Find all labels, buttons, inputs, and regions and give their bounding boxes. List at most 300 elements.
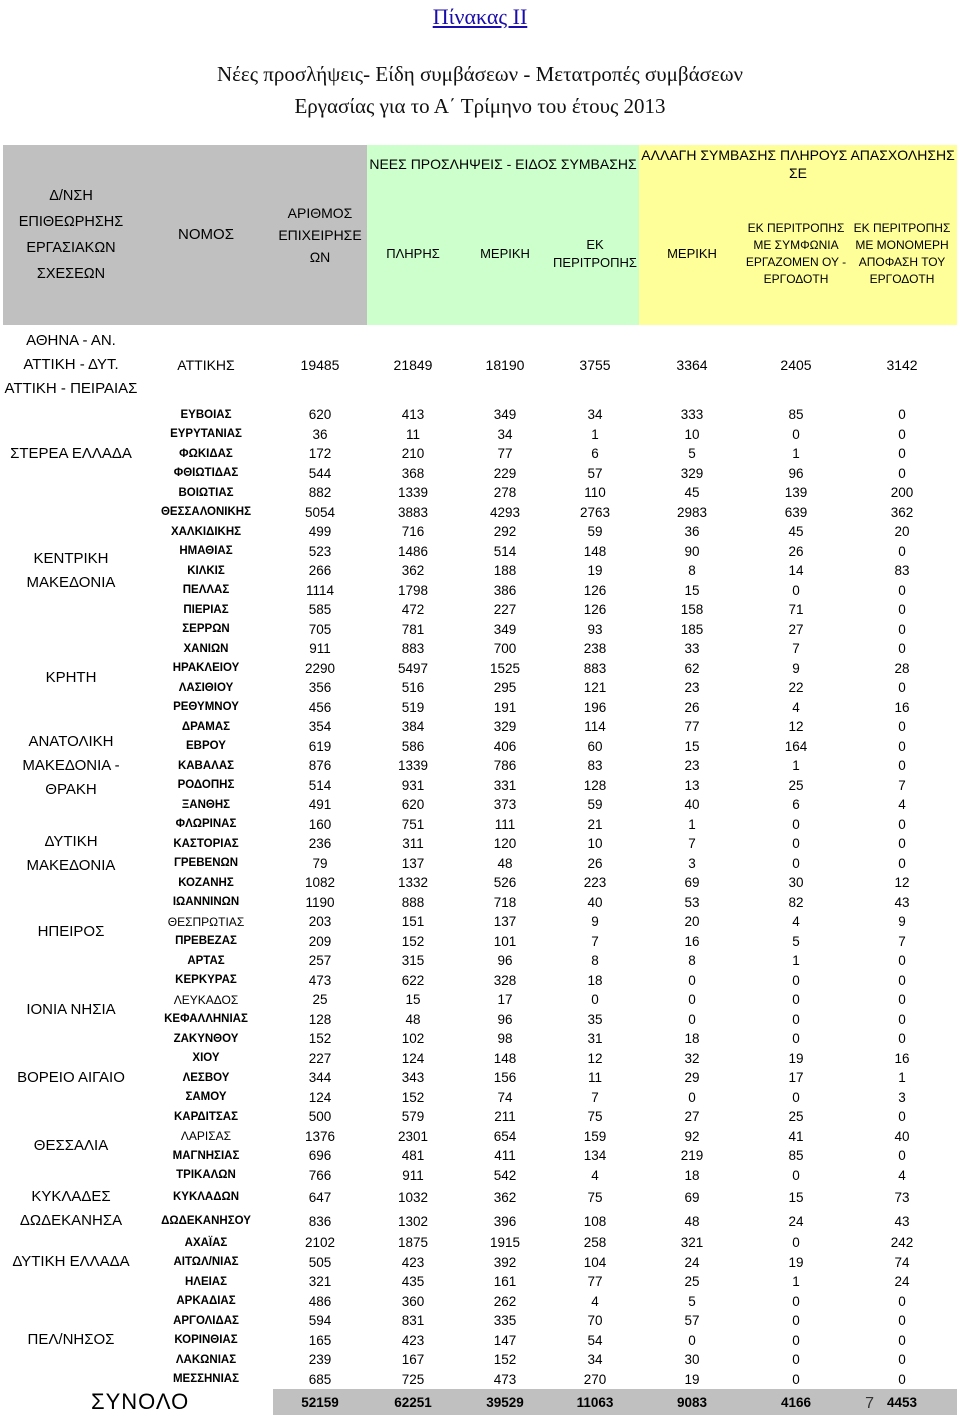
full-cell: 1339 bbox=[397, 485, 429, 501]
rotation-cell: 11 bbox=[587, 1070, 602, 1086]
change-rotation-unilateral-cell: 0 bbox=[898, 1293, 906, 1309]
partial-cell: 386 bbox=[493, 582, 517, 598]
nomos-cell: ΙΩΑΝΝΙΝΩΝ bbox=[172, 896, 240, 909]
table-row bbox=[3, 834, 957, 854]
table-row bbox=[3, 639, 957, 659]
table-row bbox=[3, 464, 957, 484]
partial-cell: 718 bbox=[493, 894, 517, 910]
businesses-cell: 321 bbox=[308, 1274, 332, 1290]
change-partial-cell: 329 bbox=[680, 465, 704, 481]
change-rotation-unilateral-cell: 0 bbox=[898, 621, 906, 637]
table-row bbox=[3, 1272, 957, 1292]
partial-cell: 98 bbox=[497, 1031, 513, 1047]
nomos-cell: ΔΩΔΕΚΑΝΗΣΟΥ bbox=[161, 1215, 251, 1227]
table-row bbox=[3, 1049, 957, 1069]
partial-cell: 188 bbox=[493, 563, 517, 579]
table-row bbox=[3, 1010, 957, 1030]
header-change-rotation-unilateral: ΕΚ ΠΕΡΙΤΡΟΠΗΣ ΜΕ ΜΟΝΟΜΕΡΗ ΑΠΟΦΑΣΗ ΤΟΥ ΕΡΓΟΔΟΤΗ bbox=[847, 183, 957, 325]
rotation-cell: 35 bbox=[587, 1011, 603, 1027]
rotation-cell: 1 bbox=[591, 426, 599, 442]
rotation-cell: 77 bbox=[587, 1274, 603, 1290]
full-cell: 781 bbox=[401, 621, 425, 637]
rotation-cell: 34 bbox=[587, 1352, 603, 1368]
change-rotation-unilateral-cell: 0 bbox=[898, 738, 906, 754]
businesses-cell: 236 bbox=[308, 836, 332, 852]
partial-cell: 262 bbox=[493, 1293, 517, 1309]
change-rotation-agreement-cell: 19 bbox=[788, 1254, 804, 1270]
change-partial-cell: 2983 bbox=[676, 504, 708, 520]
header-region: Δ/ΝΣΗ ΕΠΙΘΕΩΡΗΣΗΣ ΕΡΓΑΣΙΑΚΩΝ ΣΧΕΣΕΩΝ bbox=[3, 145, 139, 325]
change-partial-cell: 0 bbox=[688, 1011, 696, 1027]
change-partial-cell: 13 bbox=[684, 777, 700, 793]
full-cell: 368 bbox=[401, 465, 425, 481]
table-row bbox=[3, 1185, 957, 1209]
full-cell: 1302 bbox=[397, 1213, 429, 1229]
table-row bbox=[3, 405, 957, 425]
table-row bbox=[3, 1311, 957, 1331]
partial-cell: 18190 bbox=[485, 357, 525, 373]
table-row bbox=[3, 1088, 957, 1108]
rotation-cell: 104 bbox=[583, 1254, 607, 1270]
change-partial-cell: 333 bbox=[680, 407, 704, 423]
partial-cell: 335 bbox=[493, 1313, 517, 1329]
full-cell: 725 bbox=[401, 1371, 425, 1387]
businesses-cell: 705 bbox=[308, 621, 332, 637]
change-rotation-unilateral-cell: 200 bbox=[890, 485, 914, 501]
nomos-cell: ΚΑΡΔΙΤΣΑΣ bbox=[173, 1110, 239, 1123]
total-change-rotation-unilateral-cell: 4453 bbox=[847, 1389, 957, 1415]
nomos-cell: ΗΡΑΚΛΕΙΟΥ bbox=[172, 662, 240, 675]
businesses-cell: 836 bbox=[308, 1213, 332, 1229]
change-partial-cell: 15 bbox=[684, 582, 700, 598]
businesses-cell: 456 bbox=[308, 699, 332, 715]
businesses-cell: 152 bbox=[308, 1031, 332, 1047]
full-cell: 516 bbox=[401, 680, 425, 696]
change-rotation-agreement-cell: 4 bbox=[792, 699, 800, 715]
table-row bbox=[3, 698, 957, 718]
nomos-cell: ΚΕΦΑΛΛΗΝΙΑΣ bbox=[164, 1013, 248, 1026]
change-rotation-unilateral-cell: 0 bbox=[898, 953, 906, 969]
change-partial-cell: 8 bbox=[688, 953, 696, 969]
full-cell: 343 bbox=[401, 1070, 425, 1086]
partial-cell: 120 bbox=[493, 836, 517, 852]
change-rotation-agreement-cell: 26 bbox=[788, 543, 804, 559]
rotation-cell: 75 bbox=[587, 1109, 603, 1125]
nomos-cell: ΠΡΕΒΕΖΑΣ bbox=[175, 935, 237, 948]
change-rotation-agreement-cell: 27 bbox=[788, 621, 804, 637]
full-cell: 124 bbox=[401, 1050, 425, 1066]
change-partial-cell: 5 bbox=[688, 446, 696, 462]
rotation-cell: 8 bbox=[591, 953, 599, 969]
partial-cell: 191 bbox=[493, 699, 517, 715]
rotation-cell: 258 bbox=[583, 1235, 607, 1251]
table-row bbox=[3, 951, 957, 971]
nomos-cell: ΗΛΕΙΑΣ bbox=[184, 1275, 228, 1288]
partial-cell: 77 bbox=[497, 446, 513, 462]
table-row bbox=[3, 1233, 957, 1253]
change-rotation-unilateral-cell: 0 bbox=[898, 543, 906, 559]
full-cell: 413 bbox=[401, 407, 425, 423]
change-rotation-agreement-cell: 45 bbox=[788, 524, 804, 540]
total-change-partial-cell: 9083 bbox=[639, 1389, 745, 1415]
full-cell: 311 bbox=[402, 836, 424, 852]
change-partial-cell: 18 bbox=[684, 1031, 700, 1047]
change-partial-cell: 25 bbox=[684, 1274, 700, 1290]
table-row bbox=[3, 1370, 957, 1390]
change-rotation-unilateral-cell: 0 bbox=[898, 1109, 906, 1125]
change-rotation-agreement-cell: 0 bbox=[792, 1031, 800, 1047]
total-row bbox=[3, 1389, 957, 1415]
table-row bbox=[3, 1029, 957, 1049]
change-rotation-agreement-cell: 82 bbox=[788, 894, 804, 910]
full-cell: 586 bbox=[401, 738, 425, 754]
partial-cell: 96 bbox=[497, 1011, 513, 1027]
rotation-cell: 93 bbox=[587, 621, 603, 637]
table-row bbox=[3, 522, 957, 542]
rotation-cell: 108 bbox=[583, 1213, 607, 1229]
full-cell: 151 bbox=[401, 914, 425, 930]
table-row bbox=[3, 873, 957, 893]
nomos-cell: ΑΧΑΪΑΣ bbox=[184, 1236, 228, 1249]
full-cell: 102 bbox=[401, 1031, 425, 1047]
change-rotation-unilateral-cell: 4 bbox=[898, 1167, 906, 1183]
change-partial-cell: 32 bbox=[684, 1050, 700, 1066]
rotation-cell: 148 bbox=[583, 543, 607, 559]
table-row bbox=[3, 483, 957, 503]
full-cell: 1332 bbox=[397, 875, 429, 891]
businesses-cell: 79 bbox=[312, 855, 328, 871]
full-cell: 315 bbox=[401, 953, 425, 969]
nomos-cell: ΖΑΚΥΝΘΟΥ bbox=[173, 1032, 239, 1045]
change-rotation-agreement-cell: 96 bbox=[788, 465, 804, 481]
change-partial-cell: 15 bbox=[684, 738, 700, 754]
change-rotation-agreement-cell: 0 bbox=[792, 1313, 800, 1329]
change-partial-cell: 23 bbox=[684, 758, 700, 774]
change-rotation-unilateral-cell: 0 bbox=[898, 1371, 906, 1387]
partial-cell: 4293 bbox=[489, 504, 521, 520]
nomos-cell: ΡΕΘΥΜΝΟΥ bbox=[173, 701, 239, 714]
rotation-cell: 196 bbox=[583, 699, 607, 715]
change-rotation-agreement-cell: 71 bbox=[788, 602, 804, 618]
change-rotation-unilateral-cell: 0 bbox=[898, 1011, 906, 1027]
full-cell: 384 bbox=[401, 719, 425, 735]
table-row bbox=[3, 795, 957, 815]
table-row bbox=[3, 990, 957, 1010]
businesses-cell: 620 bbox=[308, 407, 332, 423]
region-cell: ΘΕΣΣΑΛΙΑ bbox=[3, 1107, 139, 1185]
change-rotation-agreement-cell: 0 bbox=[792, 1332, 800, 1348]
nomos-cell: ΠΙΕΡΙΑΣ bbox=[183, 603, 229, 616]
table-row bbox=[3, 1350, 957, 1370]
full-cell: 167 bbox=[401, 1352, 425, 1368]
change-partial-cell: 1 bbox=[688, 816, 696, 832]
partial-cell: 74 bbox=[497, 1089, 513, 1105]
change-rotation-unilateral-cell: 3142 bbox=[886, 357, 918, 373]
full-cell: 435 bbox=[401, 1274, 425, 1290]
businesses-cell: 544 bbox=[308, 465, 332, 481]
table-row bbox=[3, 1292, 957, 1312]
full-cell: 481 bbox=[401, 1148, 425, 1164]
nomos-cell: ΗΜΑΘΙΑΣ bbox=[179, 545, 233, 558]
full-cell: 15 bbox=[405, 992, 421, 1008]
header-full: ΠΛΗΡΗΣ bbox=[367, 183, 459, 325]
change-rotation-unilateral-cell: 0 bbox=[898, 465, 906, 481]
change-rotation-agreement-cell: 12 bbox=[788, 719, 804, 735]
change-rotation-unilateral-cell: 74 bbox=[894, 1254, 910, 1270]
businesses-cell: 19485 bbox=[300, 357, 340, 373]
total-change-rotation-agreement-cell: 4166 bbox=[745, 1389, 847, 1415]
businesses-cell: 354 bbox=[308, 719, 332, 735]
change-rotation-unilateral-cell: 28 bbox=[894, 660, 910, 676]
change-rotation-unilateral-cell: 0 bbox=[898, 446, 906, 462]
nomos-cell: ΕΥΡΥΤΑΝΙΑΣ bbox=[170, 428, 242, 441]
total-full-cell: 62251 bbox=[367, 1389, 459, 1415]
change-partial-cell: 3364 bbox=[676, 357, 708, 373]
region-cell: ΔΩΔΕΚΑΝΗΣΑ bbox=[3, 1209, 139, 1233]
partial-cell: 1525 bbox=[489, 660, 521, 676]
full-cell: 888 bbox=[401, 894, 425, 910]
nomos-cell: ΣΕΡΡΩΝ bbox=[182, 623, 230, 636]
change-rotation-agreement-cell: 85 bbox=[788, 407, 804, 423]
businesses-cell: 594 bbox=[308, 1313, 332, 1329]
full-cell: 1875 bbox=[397, 1235, 429, 1251]
nomos-cell: ΔΡΑΜΑΣ bbox=[181, 720, 231, 733]
businesses-cell: 227 bbox=[308, 1050, 332, 1066]
change-rotation-agreement-cell: 0 bbox=[792, 816, 800, 832]
businesses-cell: 882 bbox=[308, 485, 332, 501]
change-rotation-agreement-cell: 1 bbox=[792, 1274, 800, 1290]
full-cell: 3883 bbox=[397, 504, 429, 520]
change-rotation-unilateral-cell: 12 bbox=[894, 875, 910, 891]
businesses-cell: 500 bbox=[308, 1109, 332, 1125]
rotation-cell: 3755 bbox=[579, 357, 611, 373]
change-rotation-unilateral-cell: 242 bbox=[890, 1235, 914, 1251]
change-partial-cell: 53 bbox=[684, 894, 700, 910]
rotation-cell: 121 bbox=[583, 680, 607, 696]
businesses-cell: 1114 bbox=[305, 582, 335, 598]
total-partial-cell: 39529 bbox=[459, 1389, 551, 1415]
change-partial-cell: 16 bbox=[684, 933, 700, 949]
nomos-cell: ΛΑΣΙΘΙΟΥ bbox=[178, 681, 234, 694]
change-rotation-unilateral-cell: 0 bbox=[898, 1031, 906, 1047]
total-businesses-cell: 52159 bbox=[273, 1389, 367, 1415]
change-partial-cell: 19 bbox=[684, 1371, 700, 1387]
nomos-cell: ΦΘΙΩΤΙΔΑΣ bbox=[173, 467, 239, 480]
nomos-cell: ΑΡΤΑΣ bbox=[187, 954, 225, 967]
partial-cell: 526 bbox=[493, 875, 517, 891]
full-cell: 2301 bbox=[397, 1128, 429, 1144]
rotation-cell: 114 bbox=[584, 719, 606, 735]
header-nomos: ΝΟΜΟΣ bbox=[139, 145, 273, 325]
change-rotation-unilateral-cell: 0 bbox=[898, 582, 906, 598]
full-cell: 137 bbox=[401, 855, 425, 871]
businesses-cell: 160 bbox=[308, 816, 332, 832]
full-cell: 716 bbox=[401, 524, 425, 540]
nomos-cell: ΚΟΡΙΝΘΙΑΣ bbox=[174, 1334, 238, 1347]
table-row bbox=[3, 912, 957, 932]
change-rotation-unilateral-cell: 43 bbox=[894, 1213, 910, 1229]
rotation-cell: 26 bbox=[587, 855, 603, 871]
nomos-cell: ΑΡΚΑΔΙΑΣ bbox=[176, 1295, 236, 1308]
change-rotation-agreement-cell: 0 bbox=[792, 426, 800, 442]
businesses-cell: 585 bbox=[308, 602, 332, 618]
change-rotation-unilateral-cell: 16 bbox=[894, 1050, 910, 1066]
nomos-cell: ΤΡΙΚΑΛΩΝ bbox=[176, 1169, 236, 1182]
full-cell: 11 bbox=[405, 426, 420, 442]
businesses-cell: 685 bbox=[308, 1371, 332, 1387]
partial-cell: 96 bbox=[497, 953, 513, 969]
nomos-cell: ΒΟΙΩΤΙΑΣ bbox=[178, 486, 234, 499]
change-rotation-agreement-cell: 9 bbox=[792, 660, 800, 676]
rotation-cell: 75 bbox=[587, 1189, 603, 1205]
table-row bbox=[3, 1068, 957, 1088]
change-rotation-agreement-cell: 1 bbox=[792, 953, 800, 969]
change-rotation-unilateral-cell: 7 bbox=[898, 777, 906, 793]
header-change-rotation-agreement: ΕΚ ΠΕΡΙΤΡΟΠΗΣ ΜΕ ΣΥΜΦΩΝΙΑ ΕΡΓΑΖΟΜΕΝ ΟΥ - ΕΡΓΟΔΟΤΗ bbox=[745, 183, 847, 325]
change-rotation-unilateral-cell: 1 bbox=[898, 1070, 906, 1086]
businesses-cell: 499 bbox=[308, 524, 332, 540]
partial-cell: 331 bbox=[493, 777, 517, 793]
nomos-cell: ΛΑΡΙΣΑΣ bbox=[180, 1129, 232, 1144]
partial-cell: 48 bbox=[497, 855, 513, 871]
rotation-cell: 54 bbox=[587, 1332, 603, 1348]
nomos-cell: ΑΡΓΟΛΙΔΑΣ bbox=[173, 1314, 239, 1327]
businesses-cell: 2290 bbox=[304, 660, 336, 676]
table-row bbox=[3, 678, 957, 698]
change-rotation-unilateral-cell: 20 bbox=[894, 524, 910, 540]
table-row bbox=[3, 1209, 957, 1233]
change-rotation-agreement-cell: 139 bbox=[784, 485, 808, 501]
change-rotation-unilateral-cell: 3 bbox=[898, 1089, 906, 1105]
change-rotation-unilateral-cell: 0 bbox=[898, 680, 906, 696]
change-rotation-agreement-cell: 0 bbox=[792, 855, 800, 871]
header-change-partial: ΜΕΡΙΚΗ bbox=[639, 183, 745, 325]
nomos-cell: ΣΑΜΟΥ bbox=[185, 1091, 227, 1104]
table-row bbox=[3, 932, 957, 952]
full-cell: 152 bbox=[401, 1089, 425, 1105]
nomos-cell: ΑΤΤΙΚΗΣ bbox=[177, 357, 235, 373]
change-rotation-agreement-cell: 164 bbox=[784, 738, 808, 754]
header-rotation: ΕΚ ΠΕΡΙΤΡΟΠΗΣ bbox=[551, 183, 639, 325]
table-row bbox=[3, 815, 957, 835]
businesses-cell: 124 bbox=[308, 1089, 332, 1105]
partial-cell: 156 bbox=[493, 1070, 517, 1086]
partial-cell: 147 bbox=[493, 1332, 517, 1348]
table-row bbox=[3, 1331, 957, 1351]
nomos-cell: ΛΑΚΩΝΙΑΣ bbox=[175, 1353, 237, 1366]
partial-cell: 396 bbox=[493, 1213, 517, 1229]
change-partial-cell: 23 bbox=[684, 680, 700, 696]
partial-cell: 349 bbox=[493, 621, 517, 637]
table-row bbox=[3, 620, 957, 640]
businesses-cell: 356 bbox=[308, 680, 332, 696]
change-partial-cell: 45 bbox=[684, 485, 700, 501]
nomos-cell: ΧΑΝΙΩΝ bbox=[183, 642, 229, 655]
partial-cell: 17 bbox=[497, 992, 513, 1008]
change-partial-cell: 3 bbox=[688, 855, 696, 871]
table-row bbox=[3, 542, 957, 562]
table-row bbox=[3, 717, 957, 737]
businesses-cell: 172 bbox=[308, 446, 332, 462]
change-partial-cell: 90 bbox=[684, 543, 700, 559]
partial-cell: 406 bbox=[493, 738, 517, 754]
businesses-cell: 505 bbox=[308, 1254, 332, 1270]
change-rotation-agreement-cell: 22 bbox=[788, 680, 804, 696]
region-cell: ΒΟΡΕΙΟ ΑΙΓΑΙΟ bbox=[3, 1049, 139, 1108]
table-row bbox=[3, 776, 957, 796]
change-rotation-agreement-cell: 0 bbox=[792, 1167, 800, 1183]
partial-cell: 362 bbox=[493, 1189, 517, 1205]
nomos-cell: ΚΑΒΑΛΑΣ bbox=[177, 759, 235, 772]
nomos-cell: ΛΕΣΒΟΥ bbox=[182, 1071, 230, 1084]
rotation-cell: 128 bbox=[583, 777, 607, 793]
nomos-cell: ΧΙΟΥ bbox=[192, 1052, 220, 1065]
header-businesses: ΑΡΙΘΜΟΣ ΕΠΙΧΕΙΡΗΣΕ ΩΝ bbox=[273, 145, 367, 325]
change-rotation-agreement-cell: 0 bbox=[792, 1352, 800, 1368]
full-cell: 1032 bbox=[397, 1189, 429, 1205]
table-row bbox=[3, 561, 957, 581]
businesses-cell: 523 bbox=[308, 543, 332, 559]
full-cell: 48 bbox=[405, 1011, 421, 1027]
full-cell: 360 bbox=[401, 1293, 425, 1309]
businesses-cell: 36 bbox=[312, 426, 328, 442]
region-cell: ΠΕΛ/ΝΗΣΟΣ bbox=[3, 1292, 139, 1390]
rotation-cell: 34 bbox=[587, 407, 603, 423]
full-cell: 210 bbox=[401, 446, 425, 462]
change-rotation-agreement-cell: 30 bbox=[788, 875, 804, 891]
change-partial-cell: 26 bbox=[684, 699, 700, 715]
businesses-cell: 165 bbox=[308, 1332, 332, 1348]
change-rotation-agreement-cell: 639 bbox=[784, 504, 808, 520]
partial-cell: 227 bbox=[493, 602, 517, 618]
table-row bbox=[3, 600, 957, 620]
rotation-cell: 4 bbox=[591, 1293, 599, 1309]
rotation-cell: 12 bbox=[587, 1050, 603, 1066]
change-rotation-unilateral-cell: 0 bbox=[898, 855, 906, 871]
change-partial-cell: 7 bbox=[688, 836, 696, 852]
change-partial-cell: 219 bbox=[680, 1148, 704, 1164]
businesses-cell: 128 bbox=[308, 1011, 332, 1027]
rotation-cell: 6 bbox=[591, 446, 599, 462]
rotation-cell: 83 bbox=[587, 758, 603, 774]
region-cell: ΚΕΝΤΡΙΚΗ ΜΑΚΕΔΟΝΙΑ bbox=[3, 503, 139, 640]
partial-cell: 292 bbox=[493, 524, 517, 540]
rotation-cell: 31 bbox=[587, 1031, 603, 1047]
change-rotation-agreement-cell: 14 bbox=[788, 563, 804, 579]
partial-cell: 373 bbox=[493, 797, 517, 813]
rotation-cell: 57 bbox=[587, 465, 603, 481]
table-row bbox=[3, 503, 957, 523]
partial-cell: 1915 bbox=[489, 1235, 521, 1251]
table-title-link[interactable]: Πίνακας ΙΙ bbox=[432, 4, 528, 29]
businesses-cell: 766 bbox=[308, 1167, 332, 1183]
change-rotation-agreement-cell: 17 bbox=[788, 1070, 804, 1086]
partial-cell: 473 bbox=[493, 1371, 517, 1387]
change-rotation-agreement-cell: 85 bbox=[788, 1148, 804, 1164]
change-rotation-unilateral-cell: 40 bbox=[894, 1128, 910, 1144]
change-partial-cell: 185 bbox=[680, 621, 704, 637]
change-rotation-agreement-cell: 0 bbox=[792, 1293, 800, 1309]
change-partial-cell: 0 bbox=[688, 1332, 696, 1348]
change-rotation-unilateral-cell: 16 bbox=[894, 699, 910, 715]
rotation-cell: 7 bbox=[591, 933, 599, 949]
businesses-cell: 2102 bbox=[304, 1235, 336, 1251]
partial-cell: 161 bbox=[493, 1274, 517, 1290]
rotation-cell: 59 bbox=[587, 797, 603, 813]
table-row bbox=[3, 1166, 957, 1186]
table-row bbox=[3, 756, 957, 776]
change-partial-cell: 57 bbox=[684, 1313, 700, 1329]
